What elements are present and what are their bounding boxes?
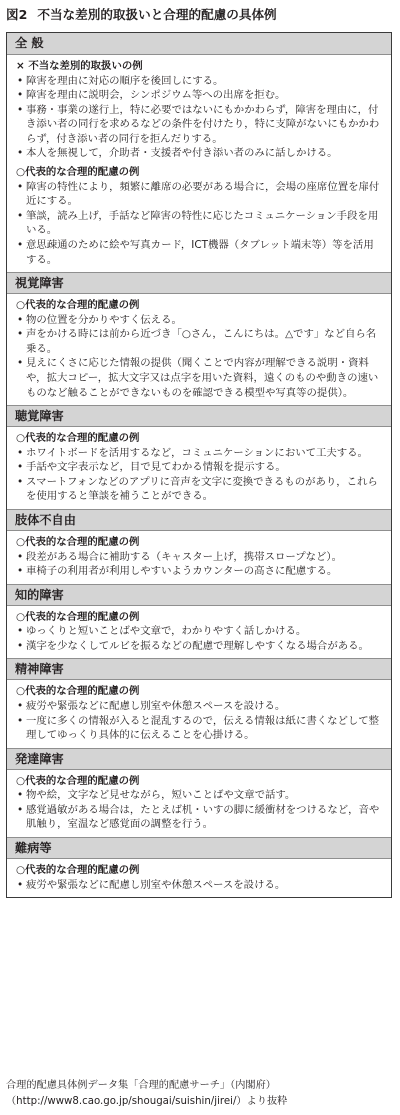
example-item: • 声をかける時には前から近づき「○さん，こんにちは。△です」など自ら名乗る。 <box>16 327 383 356</box>
figure-title <box>6 6 277 24</box>
example-item: • 段差がある場合に補助する（キャスター上げ，携帯スロープなど）。 <box>16 550 383 565</box>
example-group <box>16 684 383 742</box>
source-note <box>6 1078 287 1109</box>
example-list <box>16 446 383 504</box>
category-body <box>7 679 391 747</box>
example-item: • 筆談，読み上げ，手話など障害の特性に応じたコミュニケーション手段を用いる。 <box>16 209 383 238</box>
example-group-title: ○代表的な合理的配慮の例 <box>16 774 140 787</box>
example-group <box>16 610 383 654</box>
category-header: 発達障害 <box>7 748 391 769</box>
example-list <box>16 788 383 832</box>
example-item: • 障害を理由に対応の順序を後回しにする。 <box>16 74 383 89</box>
category-header: 全 般 <box>7 33 391 54</box>
category-header: 知的障害 <box>7 584 391 605</box>
category-header: 肢体不自由 <box>7 509 391 530</box>
figure-number: 図2 <box>6 7 28 22</box>
example-item: • スマートフォンなどのアプリに音声を文字に変換できるものがあり，これらを使用すると筆談を補うことができる。 <box>16 475 383 504</box>
example-item: • 漢字を少なくしてルビを振るなどの配慮で理解しやすくなる場合がある。 <box>16 639 383 654</box>
example-group <box>16 298 383 400</box>
example-list <box>16 699 383 743</box>
example-item: • 物や絵，文字など見せながら，短いことばや文章で話す。 <box>16 788 383 803</box>
category-body <box>7 293 391 405</box>
source-line-2: （http://www8.cao.go.jp/shougai/suishin/jirei/）より抜粋 <box>6 1095 288 1107</box>
example-item: • ゆっくりと短いことばや文章で，わかりやすく話しかける。 <box>16 624 383 639</box>
example-group <box>16 59 383 161</box>
example-item: • ホワイトボードを活用するなど，コミュニケーションにおいて工夫する。 <box>16 446 383 461</box>
example-group-title: ○代表的な合理的配慮の例 <box>16 299 140 312</box>
category-body <box>7 530 391 584</box>
example-group-title: ○代表的な合理的配慮の例 <box>16 685 140 698</box>
example-item: • 感覚過敏がある場合は，たとえば机・いすの脚に緩衝材をつけるなど，音や肌触り，室温など感覚面の調整を行う。 <box>16 803 383 832</box>
example-group-title: ○代表的な合理的配慮の例 <box>16 536 140 549</box>
example-list <box>16 74 383 162</box>
example-item: • 見えにくさに応じた情報の提供（聞くことで内容が理解できる説明・資料や，拡大コピー，拡大文字又は点字を用いた資料，遠くのものや動きの速いものなど触ることができないものを確認できる模型や写真等の提供）。 <box>16 356 383 400</box>
example-list <box>16 313 383 401</box>
example-group <box>16 165 383 267</box>
category-body <box>7 769 391 837</box>
category-header: 精神障害 <box>7 658 391 679</box>
example-item: • 疲労や緊張などに配慮し別室や休憩スペースを設ける。 <box>16 878 383 893</box>
category-header: 難病等 <box>7 837 391 858</box>
example-group <box>16 535 383 579</box>
example-item: • 車椅子の利用者が利用しやすいようカウンターの高さに配慮する。 <box>16 564 383 579</box>
example-group <box>16 431 383 504</box>
example-group-title: ○代表的な合理的配慮の例 <box>16 166 140 179</box>
example-item: • 物の位置を分かりやすく伝える。 <box>16 313 383 328</box>
example-item: • 障害を理由に説明会，シンポジウム等への出席を拒む。 <box>16 88 383 103</box>
category-body <box>7 54 391 272</box>
example-item: • 意思疎通のために絵や写真カード，ICT機器（タブレット端末等）等を活用する。 <box>16 238 383 267</box>
category-body <box>7 426 391 509</box>
category-header: 聴覚障害 <box>7 405 391 426</box>
example-item: • 疲労や緊張などに配慮し別室や休憩スペースを設ける。 <box>16 699 383 714</box>
source-line-1: 合理的配慮具体例データ集「合理的配慮サーチ」（内閣府） <box>6 1080 276 1091</box>
example-group-title: × 不当な差別的取扱いの例 <box>16 60 143 72</box>
example-group-title: ○代表的な合理的配慮の例 <box>16 610 140 623</box>
example-item: • 手話や文字表示など，目で見てわかる情報を提示する。 <box>16 460 383 475</box>
example-list <box>16 878 383 893</box>
example-item: • 事務・事業の遂行上，特に必要ではないにもかかわらず，障害を理由に，付き添い者の同行を求めるなどの条件を付けたり，特に支障がないにもかかわらず，付き添い者の同行を拒んだりする。 <box>16 103 383 147</box>
example-list <box>16 550 383 579</box>
example-group-title: ○代表的な合理的配慮の例 <box>16 432 140 445</box>
figure-title-text: 不当な差別的取扱いと合理的配慮の具体例 <box>37 7 277 22</box>
category-header: 視覚障害 <box>7 272 391 293</box>
example-group <box>16 774 383 832</box>
example-list <box>16 624 383 653</box>
example-group-title: ○代表的な合理的配慮の例 <box>16 864 140 876</box>
example-item: • 本人を無視して，介助者・支援者や付き添い者のみに話しかける。 <box>16 146 383 161</box>
category-body <box>7 858 391 897</box>
example-item: • 一度に多くの情報が入ると混乱するので，伝える情報は紙に書くなどして整理してゆっくり具体的に伝えることを心掛ける。 <box>16 714 383 743</box>
examples-table <box>6 32 392 898</box>
example-list <box>16 180 383 268</box>
category-body <box>7 605 391 659</box>
example-item: • 障害の特性により，頻繁に離席の必要がある場合に，会場の座席位置を扉付近にする。 <box>16 180 383 209</box>
example-group <box>16 863 383 892</box>
